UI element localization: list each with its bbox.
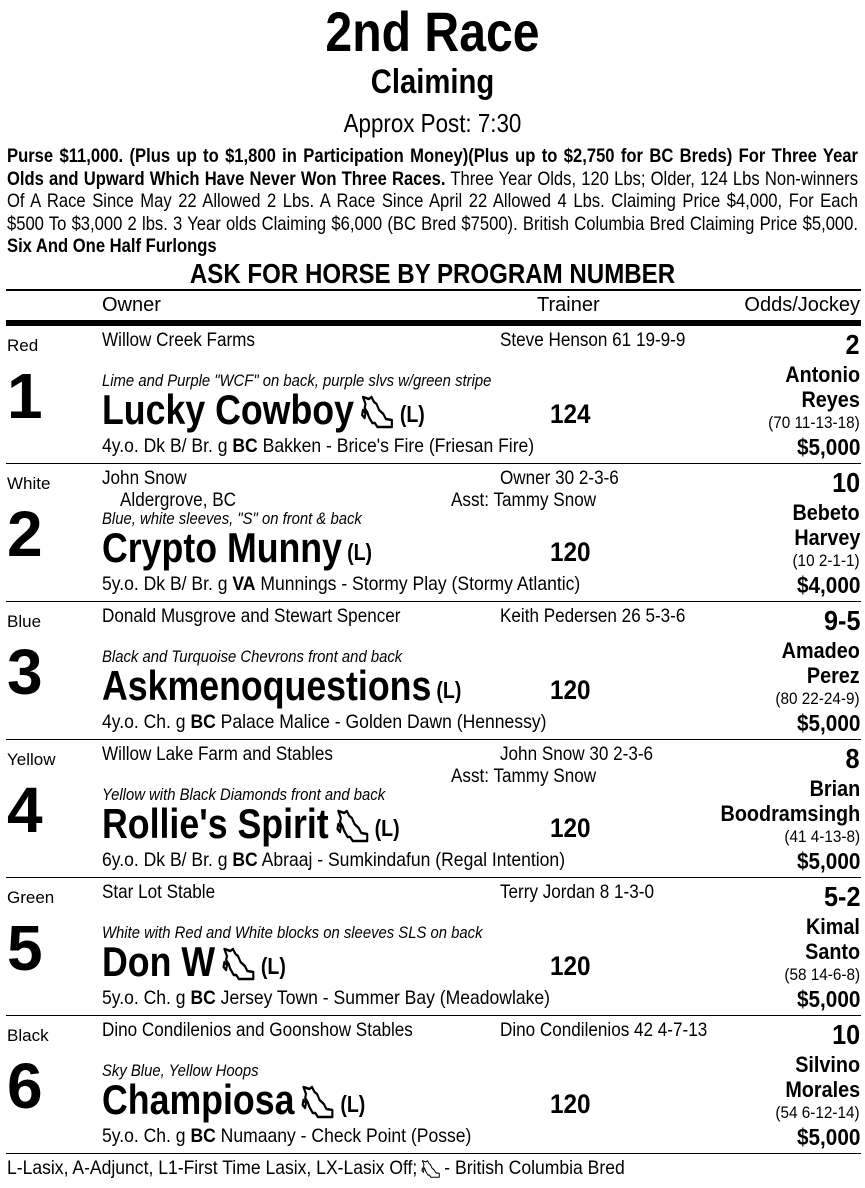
morning-line-odds: 10: [831, 1019, 860, 1050]
program-number: 4: [7, 774, 43, 846]
trainer-name: Terry Jordan 8 1-3-0: [500, 882, 654, 903]
claiming-price: $5,000: [796, 1124, 860, 1150]
breeding-line: [102, 435, 534, 458]
program-number: 5: [7, 912, 43, 984]
morning-line-odds: 8: [845, 743, 860, 774]
jockey-first-name: Amadeo: [781, 638, 860, 663]
jockey-last-name: Perez: [807, 663, 860, 688]
program-number: 3: [7, 636, 43, 708]
weight: 120: [550, 675, 591, 705]
age-sex: 4y.o. Ch. g: [102, 711, 191, 733]
horse-name: Crypto Munny: [102, 524, 342, 571]
assistant-trainer: Asst: Tammy Snow: [451, 490, 597, 511]
trainer-name: John Snow 30 2-3-6: [500, 744, 654, 765]
entry-row: [0, 1016, 865, 1154]
jockey-stats: (41 4-13-8): [784, 827, 860, 846]
odds-jockey: [660, 464, 860, 602]
age-sex: 5y.o. Ch. g: [102, 1125, 191, 1147]
breeding-line: [102, 1125, 471, 1148]
age-sex: 6y.o. Dk B/ Br. g: [102, 849, 233, 871]
weight: 124: [550, 399, 591, 429]
odds-jockey-header: Odds/Jockey: [744, 294, 860, 316]
jockey-last-name: Boodramsingh: [720, 801, 860, 826]
entry-divider: [6, 1153, 861, 1155]
column-headers: [0, 292, 865, 320]
horse-line: [102, 662, 461, 710]
race-conditions: [7, 145, 858, 258]
bred-state: BC: [190, 711, 216, 733]
horse-name: Champiosa: [102, 1076, 295, 1123]
race-type: Claiming: [370, 63, 495, 101]
saddle-color: White: [7, 474, 51, 493]
program-number: 1: [7, 360, 43, 432]
bc-bred-icon: [421, 1159, 441, 1179]
odds-jockey: [660, 878, 860, 1016]
saddle-color: Black: [7, 1026, 49, 1045]
medication: (L): [436, 677, 462, 703]
owner-header: Owner: [102, 294, 161, 316]
saddle-color: Green: [7, 888, 55, 907]
owner-name: John Snow: [102, 468, 187, 489]
trainer-name: Owner 30 2-3-6: [500, 468, 619, 489]
trainer-name: Steve Henson 61 19-9-9: [500, 330, 686, 351]
pedigree: Numaany - Check Point (Posse): [215, 1125, 472, 1147]
morning-line-odds: 5-2: [823, 881, 860, 912]
pedigree: Munnings - Stormy Play (Stormy Atlantic): [255, 573, 581, 595]
entry-row: [0, 878, 865, 1016]
trainer-name: Dino Condilenios 42 4-7-13: [500, 1020, 708, 1041]
breeding-line: [102, 711, 546, 734]
age-sex: 5y.o. Dk B/ Br. g: [102, 573, 233, 595]
odds-jockey: [660, 1016, 860, 1154]
program-number: 2: [7, 498, 43, 570]
weight: 120: [550, 1089, 591, 1119]
morning-line-odds: 9-5: [823, 605, 860, 636]
claiming-price: $4,000: [796, 572, 860, 598]
jockey-first-name: Kimal: [806, 914, 860, 939]
horse-line: [102, 386, 425, 434]
weight: 120: [550, 813, 591, 843]
pedigree: Abraaj - Sumkindafun (Regal Intention): [257, 849, 566, 871]
jockey-stats: (54 6-12-14): [775, 1103, 860, 1122]
odds-jockey: [660, 326, 860, 464]
breeding-line: [102, 849, 565, 872]
conditions-body: Three Year Olds, 120 Lbs; Older, 124 Lbs Non-winners Of A Race Since May 22 Allowed 2 Lbs. A Race Since April 22 Allowed 4 Lbs. Claiming Price $4,000, For Each $500 To $3,000 2 lbs. 3 Year olds Claiming $6,000 (BC Bred $7500). British Columbia Bred Claiming Price $5,000.: [7, 167, 859, 235]
claiming-price: $5,000: [796, 848, 860, 874]
owner-name: Dino Condilenios and Goonshow Stables: [102, 1020, 413, 1041]
jockey-stats: (70 11-13-18): [768, 413, 860, 432]
jockey-last-name: Reyes: [801, 387, 860, 412]
bred-state: BC: [232, 849, 258, 871]
horse-name: Don W: [102, 938, 216, 985]
trainer-name: Keith Pedersen 26 5-3-6: [500, 606, 686, 627]
jockey-first-name: Brian: [809, 776, 860, 801]
owner-name: Willow Lake Farm and Stables: [102, 744, 333, 765]
trainer-header: Trainer: [537, 294, 600, 316]
bred-state: VA: [232, 573, 256, 595]
bred-state: BC: [190, 1125, 216, 1147]
jockey-stats: (10 2-1-1): [792, 551, 860, 570]
saddle-color: Red: [7, 336, 39, 355]
claiming-price: $5,000: [796, 710, 860, 736]
entry-row: [0, 464, 865, 602]
owner-name: Star Lot Stable: [102, 882, 216, 903]
conditions-purse: Purse $11,000. (Plus up to $1,800 in Participation Money)(Plus up to $2,750 for BC Breds) For Three Year Olds and Upward Which Have Never Won Three Races.: [7, 145, 858, 190]
horse-line: [102, 524, 372, 572]
morning-line-odds: 2: [845, 329, 860, 360]
bc-legend-text: - British Columbia Bred: [444, 1157, 625, 1179]
bc-bred-icon: [336, 808, 370, 844]
morning-line-odds: 10: [831, 467, 860, 498]
breeding-line: [102, 573, 580, 596]
weight: 120: [550, 537, 591, 567]
jockey-last-name: Santo: [804, 939, 860, 964]
claiming-price: $5,000: [796, 986, 860, 1012]
breeding-line: [102, 987, 550, 1010]
jockey-stats: (80 22-24-9): [775, 689, 860, 708]
horse-line: [102, 800, 400, 848]
entry-row: [0, 602, 865, 740]
jockey-stats: (58 14-6-8): [784, 965, 860, 984]
pedigree: Jersey Town - Summer Bay (Meadowlake): [215, 987, 551, 1009]
footer-legend: [7, 1157, 625, 1180]
pedigree: Palace Malice - Golden Dawn (Hennessy): [215, 711, 547, 733]
medication: (L): [374, 815, 400, 841]
program-number: 6: [7, 1050, 43, 1122]
assistant-trainer: Asst: Tammy Snow: [451, 766, 597, 787]
bred-state: BC: [232, 435, 258, 457]
jockey-first-name: Antonio: [785, 362, 860, 387]
bred-state: BC: [190, 987, 216, 1009]
owner-name: Willow Creek Farms: [102, 330, 255, 351]
medication: (L): [340, 1091, 366, 1117]
weight: 120: [550, 951, 591, 981]
bc-bred-icon: [361, 394, 395, 430]
jockey-last-name: Harvey: [793, 525, 860, 550]
silks-description: Sky Blue, Yellow Hoops: [102, 1062, 259, 1080]
bc-bred-icon: [222, 946, 256, 982]
odds-jockey: [660, 602, 860, 740]
pedigree: Bakken - Brice's Fire (Friesan Fire): [257, 435, 535, 457]
horse-line: [102, 1076, 365, 1124]
medication: (L): [260, 953, 286, 979]
silks-description: White with Red and White blocks on sleeves SLS on back: [102, 924, 483, 942]
post-time: Approx Post: 7:30: [343, 108, 522, 138]
silks-description: Lime and Purple "WCF" on back, purple slvs w/green stripe: [102, 372, 492, 390]
owner-location: Aldergrove, BC: [120, 490, 236, 511]
banner-divider: [6, 289, 861, 291]
bc-bred-icon: [301, 1084, 335, 1120]
race-title: 2nd Race: [325, 0, 540, 63]
entry-row: [0, 740, 865, 878]
age-sex: 4y.o. Dk B/ Br. g: [102, 435, 233, 457]
jockey-last-name: Morales: [785, 1077, 860, 1102]
horse-line: [102, 938, 286, 986]
horse-name: Askmenoquestions: [102, 662, 432, 709]
silks-description: Blue, white sleeves, "S" on front & back: [102, 510, 362, 528]
age-sex: 5y.o. Ch. g: [102, 987, 191, 1009]
jockey-first-name: Bebeto: [792, 500, 860, 525]
medication-legend: L-Lasix, A-Adjunct, L1-First Time Lasix, LX-Lasix Off;: [7, 1157, 418, 1179]
silks-description: Yellow with Black Diamonds front and back: [102, 786, 386, 804]
jockey-first-name: Silvino: [795, 1052, 860, 1077]
odds-jockey: [660, 740, 860, 878]
saddle-color: Blue: [7, 612, 42, 631]
ask-banner: ASK FOR HORSE BY PROGRAM NUMBER: [189, 258, 676, 289]
medication: (L): [347, 539, 373, 565]
horse-name: Lucky Cowboy: [102, 386, 354, 433]
conditions-distance: Six And One Half Furlongs: [7, 235, 217, 257]
claiming-price: $5,000: [796, 434, 860, 460]
horse-name: Rollie's Spirit: [102, 800, 329, 847]
silks-description: Black and Turquoise Chevrons front and back: [102, 648, 403, 666]
medication: (L): [399, 401, 425, 427]
entry-row: [0, 326, 865, 464]
owner-name: Donald Musgrove and Stewart Spencer: [102, 606, 401, 627]
saddle-color: Yellow: [7, 750, 56, 769]
